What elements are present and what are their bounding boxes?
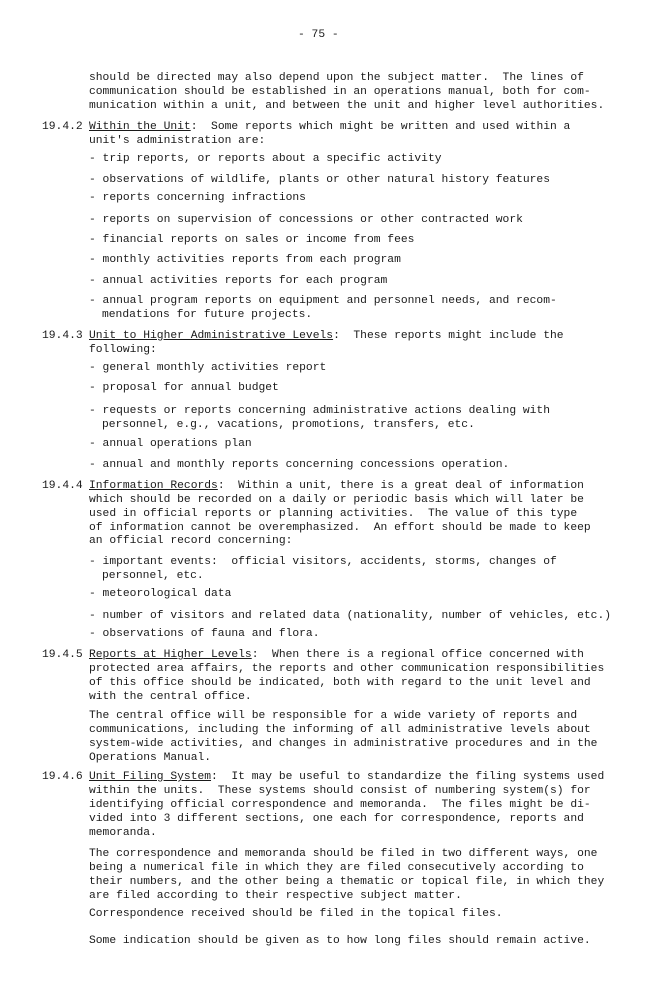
- list-item: - annual activities reports for each program: [89, 275, 388, 287]
- section-text-line: within the units. These systems should consist of numbering system(s) for: [89, 785, 591, 797]
- list-item: - number of visitors and related data (nationality, number of vehicles, etc.): [89, 610, 612, 622]
- paragraph-line: their numbers, and the other being a thematic or topical file, in which they: [89, 876, 605, 888]
- section-heading: Information Records: [89, 480, 218, 492]
- section-text-line: with the central office.: [89, 691, 252, 703]
- section-text: : It may be useful to standardize the filing systems used: [211, 771, 605, 783]
- list-item: - proposal for annual budget: [89, 382, 279, 394]
- section-text-line: an official record concerning:: [89, 535, 293, 547]
- list-item: - financial reports on sales or income from fees: [89, 234, 415, 246]
- section-heading-line: [89, 329, 564, 343]
- paragraph-line: The central office will be responsible for a wide variety of reports and: [89, 710, 578, 722]
- section-number: 19.4.5: [42, 649, 83, 661]
- section-text-line: vided into 3 different sections, one each for correspondence, reports and: [89, 813, 584, 825]
- section-heading-line: [89, 479, 584, 493]
- paragraph-line: Operations Manual.: [89, 752, 212, 764]
- section-text-line: identifying official correspondence and memoranda. The files might be di-: [89, 799, 591, 811]
- section-text: : Some reports which might be written and used within a: [190, 121, 571, 133]
- paragraph-line: are filed according to their respective subject matter.: [89, 890, 462, 902]
- section-heading-line: [89, 120, 570, 134]
- section-number: 19.4.6: [42, 771, 83, 783]
- list-item: - annual program reports on equipment and personnel needs, and recom-: [89, 295, 557, 307]
- section-text-line: protected area affairs, the reports and other communication responsibilities: [89, 663, 605, 675]
- section-text-line: memoranda.: [89, 827, 157, 839]
- paragraph-line: Correspondence received should be filed in the topical files.: [89, 908, 503, 920]
- list-item: - reports concerning infractions: [89, 192, 306, 204]
- section-text-line: of information cannot be overemphasized. An effort should be made to keep: [89, 522, 591, 534]
- section-number: 19.4.2: [42, 121, 83, 133]
- section-text: : When there is a regional office concerned with: [251, 649, 584, 661]
- list-item: - annual operations plan: [89, 438, 252, 450]
- section-heading: Unit Filing System: [89, 771, 212, 783]
- paragraph-line: system-wide activities, and changes in administrative procedures and in the: [89, 738, 598, 750]
- section-text: : These reports might include the: [333, 330, 564, 342]
- list-item: - annual and monthly reports concerning concessions operation.: [89, 459, 510, 471]
- section-heading: Within the Unit: [89, 121, 191, 133]
- paragraph-line: communications, including the informing of all administrative levels about: [89, 724, 591, 736]
- list-item: - monthly activities reports from each program: [89, 254, 401, 266]
- list-item: - reports on supervision of concessions or other contracted work: [89, 214, 523, 226]
- page-number: - 75 -: [298, 29, 339, 41]
- list-item: - general monthly activities report: [89, 362, 327, 374]
- list-item: - important events: official visitors, accidents, storms, changes of: [89, 556, 557, 568]
- section-number: 19.4.3: [42, 330, 83, 342]
- paragraph-line: munication within a unit, and between the unit and higher level authorities.: [89, 100, 605, 112]
- list-item: - observations of wildlife, plants or other natural history features: [89, 174, 550, 186]
- paragraph-line: should be directed may also depend upon the subject matter. The lines of: [89, 72, 584, 84]
- section-heading-line: [89, 770, 604, 784]
- section-heading: Reports at Higher Levels: [89, 649, 252, 661]
- list-item: - meteorological data: [89, 588, 232, 600]
- section-text-line: following:: [89, 344, 157, 356]
- section-text-line: of this office should be indicated, both with regard to the unit level and: [89, 677, 591, 689]
- section-heading: Unit to Higher Administrative Levels: [89, 330, 334, 342]
- section-text-line: which should be recorded on a daily or periodic basis which will later be: [89, 494, 584, 506]
- list-item: - requests or reports concerning administrative actions dealing with: [89, 405, 550, 417]
- paragraph-line: communication should be established in an operations manual, both for com-: [89, 86, 591, 98]
- list-item: mendations for future projects.: [102, 309, 313, 321]
- section-heading-line: [89, 648, 584, 662]
- list-item: - trip reports, or reports about a specific activity: [89, 153, 442, 165]
- list-item: personnel, e.g., vacations, promotions, transfers, etc.: [102, 419, 475, 431]
- section-number: 19.4.4: [42, 480, 83, 492]
- paragraph-line: being a numerical file in which they are filed consecutively according to: [89, 862, 584, 874]
- list-item: - observations of fauna and flora.: [89, 628, 320, 640]
- section-text: : Within a unit, there is a great deal of information: [217, 480, 584, 492]
- paragraph-line: Some indication should be given as to how long files should remain active.: [89, 935, 591, 947]
- section-text-line: used in official reports or planning activities. The value of this type: [89, 508, 578, 520]
- paragraph-line: The correspondence and memoranda should be filed in two different ways, one: [89, 848, 598, 860]
- section-text-line: unit's administration are:: [89, 135, 266, 147]
- list-item: personnel, etc.: [102, 570, 204, 582]
